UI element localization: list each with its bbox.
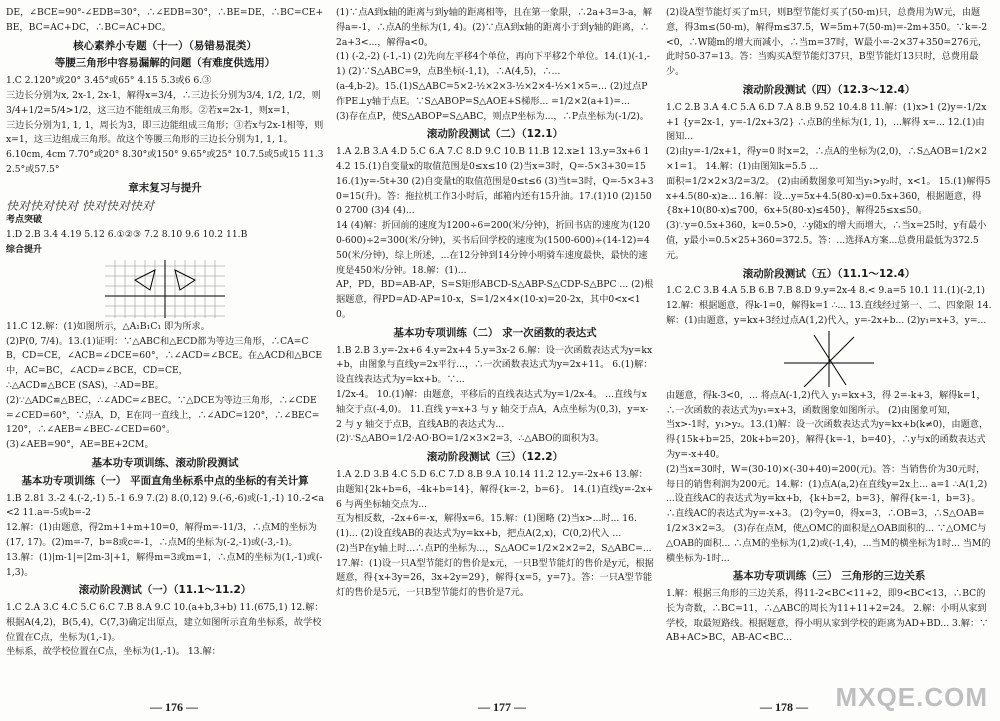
text-line: 当x>-1时，y₁>y₂。13.(1)解：设一次函数表达式为y=kx+b(k≠0)，由题意，得{15k+b=25，20k+b=20}，解得{k=-1，b=40}，∴y与x的函数表达式为y=-x+40。 bbox=[666, 419, 989, 460]
page-number: — 178 — bbox=[760, 700, 808, 714]
text-line: 1.C 2.120°或20° 3.45°或65° 4.15 5.3或6 6.③ bbox=[6, 75, 212, 87]
subsection-label: 综合提升 bbox=[6, 244, 43, 255]
text-line: (2)∵△ADC≌△BEC，∴∠ADC=∠BEC。∵△DCE为等边三角形，∴∠CDE=∠CED=60°，∵点A，D，E在同一直线上，∴∠ADC=120°，∴∠BEC=120°，∴∠AEB=∠BEC-∠CED=60°。 bbox=[6, 394, 320, 436]
text-line: 1.A 2.B 3.A 4.D 5.C 6.A 7.C 8.D 9.C 10.B 11.B 12.x≥1 13.y=3x+6 14.2 15.(1)自变量x的取值范围是0≤x≤10 (2)当x=3时，Q=-5×3+30=15 bbox=[336, 146, 650, 172]
text-line: (2)设A型节能灯买了m只，则B型节能灯买了(50-m)只，总费用为W元，由题意，得3m≤(50-m)，解得m≤37.5，W=5m+7(50-m)=-2m+350。∵k=-2<0，∴W随m的增大而减小，∴当m=37时，W最小=-2×37+350=276元，此时50-37=13。答：当购买A型节能灯37只，B型节能灯13只时，总费用最少。 bbox=[666, 7, 988, 78]
text-line: 1.B 2.81 3.-2 4.(-2,-1) 5.-1 6.9 7.(2) 8.(0,12) 9.(-6,-6)或(-1,-1) 10.-2<a<2 11.a=-5或b=-2 bbox=[6, 492, 324, 519]
column-178 bbox=[666, 6, 992, 691]
column-177 bbox=[336, 6, 654, 691]
text-line: 1.A 2.D 3.B 4.C 5.D 6.C 7.D 8.B 9.A 10.14 11.2 12.y=-2x+6 13.解：由题知{2k+b=6，-4k+b=14}，解得{k=-2，b=6}。 14.(1)直线y=-2x+6 与两坐标轴交点为... bbox=[336, 468, 654, 510]
section-heading: 等腰三角形中容易漏解的问题（有难度供选用） bbox=[54, 57, 276, 70]
text-line: 三边长分别为x, 2x-1, 2x-1，解得x=3/4，∴三边长分别为3/4, 1/2, 1/2，则3/4+1/2=5/4>1/2，这三边不能组成三角形。②若x=2x-1，则x=1， bbox=[6, 89, 321, 116]
text-line: (2)当P在y轴上时...∴点P的坐标为...，S△AOC=1/2×2×2=2，S△ABC=... 17.解：(1)设一只A型节能灯的售价是x元，一只B型节能灯的售价是y元，根据题意，得{x+3y=26，3x+2y=29}，解得{x=5，y=7}。答：一只A型节能灯的售价是5元，一只B型节能灯的售价是7元。 bbox=[336, 542, 654, 599]
text-line: 坐标系，故学校位置在C点，坐标为(1,-1)。 13.解： bbox=[6, 646, 221, 658]
text-line: AP，PD，BD=AB-AP，S=S矩形ABCD-S△ABP-S△CDP-S△BPC ... (2)根据题意，得PD=AD-AP=10-x，S=1/2×4×(10-x)=20-2x，其中0<x<10。 bbox=[336, 279, 654, 320]
subsection-label: 考点突破 bbox=[6, 215, 43, 226]
text-line: (2)由y=-1/2x+1，得y=0 时x=2，∴点A的坐标为(2,0)，∴S△AOB=1/2×2×1=1。 14.解：(1)由图知k=5.5 ... bbox=[666, 146, 988, 172]
section-heading: 章末复习与提升 bbox=[128, 181, 202, 194]
text-line: 三边长分别为1, 1, 1，周长为3，即三边能组成三角形；③若x与2x-1相等，则x=1，这三边组成三角形。故这个等腰三角形的三边长分别为1, 1, 1。 bbox=[6, 119, 324, 146]
section-heading: 滚动阶段测试（二）（12.1） bbox=[426, 128, 564, 141]
text-line: ∴△ACD≌△BCE (SAS)，∴AD=BE。 bbox=[6, 379, 165, 391]
text-line: 13.解：(1)|m-1|=|2m-3|+1，解得m=3或m=1，∴点M的坐标为(1,-1)或(-1,3)。 bbox=[6, 551, 323, 578]
section-heading: 滚动阶段测试（四）（12.3～12.4） bbox=[742, 83, 916, 96]
handwritten-note: 快对快对快对 快对快对快对 bbox=[6, 198, 154, 213]
text-line: (2)∵S△ABO=1/2·AO·BO=1/2×3×2=3，∴△ABO的面积为3。 bbox=[336, 433, 605, 445]
text-line: 1.解：根据三角形的三边关系，得11-2<BC<11+2，即9<BC<13，∴BC的长为奇数，∴BC=11，∴△ABC的周长为11+11+2=24。 2.解：小明从家到学校，取最短路线。根据题意，得小明从家到学校的距离为AD+BD... 3.解：∵AB+AC>BC，AB-AC<BC... bbox=[666, 588, 989, 644]
text-line: 1.C 2.B 3.A 4.C 5.A 6.D 7.A 8.B 9.52 10.4.8 11.解：(1)x>1 (2)y=-1/2x+1 {y=2x-1，y=-1/2x+3/2} ∴点B的坐标为(1, 1)，...解得 x=... 12.(1)由图知... bbox=[666, 101, 987, 143]
page-number: — 177 — bbox=[478, 700, 526, 714]
section-heading: 滚动阶段测试（五）（11.1～12.4） bbox=[742, 267, 916, 280]
section-heading: 核心素养小专题（十一）（易错易混类） bbox=[73, 39, 257, 52]
section-heading: 基本功专项训练、滚动阶段测试 bbox=[91, 456, 239, 469]
column-176 bbox=[6, 6, 324, 691]
text-line: (3)∵y=0.5x+360，k=0.5>0，∴y随x的增大而增大，∴当x=25时，y有最小值，y最小=0.5×25+360=372.5。答：...选择A方案...总费用最低为372.5元。 bbox=[666, 220, 987, 261]
section-heading: 滚动阶段测试（三）（12.2） bbox=[426, 451, 564, 464]
coordinate-grid-figure bbox=[105, 260, 225, 318]
section-heading: 滚动阶段测试（一）（11.1～11.2） bbox=[78, 584, 252, 597]
text-line: (2)P(0, 7/4)。13.(1)证明：∵△ABC和△ECD都为等边三角形，∴CA=CB，CD=CE，∠ACB=∠DCE=60°，∴∠ACD=∠BCE。在△ACD和△BCE中，AC=BC，∠ACD=∠BCE，CD=CE， bbox=[6, 335, 323, 377]
text-line: 1.D 2.B 3.4 4.19 5.12 6.①②③ 7.2 8.10 9.6 10.2 11.B bbox=[6, 229, 248, 241]
text-line: 面积=1/2×2×3/2=3/2。 (2)由函数图象可知当y₁>y₂时，x<1。 15.(1)解得5x+4.5(80-x)≥... 16.解：设...y=5x+4.5(80-x)=0.5x+360，根据题意，得{8x+10(80-x)≤700，6x+5(80-x)≤450}，解得25≤x≤50。 bbox=[666, 175, 991, 217]
text-line: 14 (4)解：折回前的速度为1200÷6=200(米/分钟)，折回书店的速度为(1200-600)÷2=300(米/分钟)，买书后回学校的速度为(1500-600)÷(14-12)=450(米/分钟)，综上所述，...在12分钟到14分钟小明骑车速度最快，最快的速度是450米/分钟。18.解：(1)... bbox=[336, 220, 651, 276]
page-number: — 176 — bbox=[150, 700, 198, 714]
function-graph-figure bbox=[784, 331, 874, 387]
text-line: DE，∠BCE=90°-∠EDB=30°，∴∠EDB=30°，∴BE=DE，∴BC=CE+BE，BC=AC+DC，∴BC=AC+DC。 bbox=[6, 7, 324, 33]
section-heading: 基本功专项训练（一） 平面直角坐标系中点的坐标的有关计算 bbox=[21, 474, 309, 487]
text-line: (3)∠AEB=90°，AE=BE+2CM。 bbox=[6, 439, 154, 451]
section-heading: 基本功专项训练（二） 求一次函数的表达式 bbox=[393, 326, 597, 339]
section-heading: 基本功专项训练（三） 三角形的三边关系 bbox=[732, 570, 926, 583]
text-line: ∴直线AC的表达式为y=-x+3。 (2)令y=0，得x=3，∴OB=3，∴S△OAB=1/2×3×2=3。 (3)存在点M，使△OMC的面积是△OAB面积的... ∵△OMC与△OAB的面积... ∴点M的坐标为(1,2)或(-1,4)，...当M的横坐标为1时... 当M的横坐标为-1时... bbox=[666, 508, 991, 564]
text-line: 1/2x-4。 10.(1)解：由题意，平移后的直线表达式为y=1/2x-4。 ...直线与x轴交于点(-4,0)。 11.直线 y=x+3 与 y 轴交于点A，A点坐标为(0,3)，y=x-2 与 y 轴交于点B，直线AB的表达式为... bbox=[336, 388, 649, 430]
watermark-logo: MXQE.COM bbox=[835, 682, 988, 712]
text-line: (3)存在点P，使S△ABOP=S△ABC，则点P坐标为...，∴P点坐标为(-1/2)。 bbox=[336, 110, 650, 122]
text-line: 16.(1)y=-5t+30 (2)自变量t的取值范围是0≤t≤6 (3)当t=3时，Q=-5×3+30=15(升)。答：拖拉机工作3小时后，邮箱内还有15升油。17.(1)10 (2)1500 2700 (3)4 (4)... bbox=[336, 175, 654, 217]
text-line: (1) (-2,-2) (-1,-1) (2)先向左平移4个单位，再向下平移2个单位。14.(1)(-1,-1) (2)∵S△ABC=9，点B坐标(-1,1)，∴A(4,5)，∴... bbox=[336, 51, 651, 78]
text-line: (1)∵点A到x轴的距离与到y轴的距离相等，且在第一象限，∴2a+3=3-a，解得a=-1，∴点A的坐标为(1, 4)。(2)∵点A到x轴的距离小于到y轴的距离，∴2a+3<...，解得a<0。 bbox=[336, 7, 652, 48]
text-line: 1.C 2.C 3.B 4.A 5.B 6.B 7.B 8.D 9.y=2x-4 8.< 9.a=5 10.1 11.(1)(-2,1) 12.解：根据题意，得k-1=0，解得k=1 ∴... 13.直线经过第一、二、四象限 14.解：(1)由题意，y=kx+3经过点A(1,2)代入，y=-2x+b... (2)y₁=x+3，y=... bbox=[666, 285, 992, 326]
text-line: 11.C 12.解：(1)如图所示，△A₁B₁C₁ 即为所求。 bbox=[6, 320, 210, 332]
text-line: (a-4,b-2)。15.(1)S△ABC=5×2-½×2×3-½×2×4-½×1×5=... (2)过点P作PE⊥y轴于点E。∵S△ABOP=S△AOE+S梯形... =1/2×2(a+1)=... bbox=[336, 80, 648, 107]
text-line: 6.10cm, 4cm 7.70°或20° 8.30°或150° 9.65°或25° 10.7.5或5或15 11.32.5°或57.5° bbox=[6, 149, 324, 175]
text-line: 1.B 2.B 3.y=-2x+6 4.y=2x+4 5.y=3x-2 6.解：设一次函数表达式为y=kx+b，由图象与直线y=2x平行...，∴一次函数表达式为y=2x+11。 6.(1)解：设直线表达式为y=kx+b。∵... bbox=[336, 344, 653, 386]
text-line: 互为相反数，-2x+6=-x，解得x=6。15.解：(1)图略 (2)当x>...时... 16.(1)... (2)设直线AB的表达式为y=kx+b，把点A(2,x)，C(0,2)代入 ... bbox=[336, 513, 637, 540]
text-line: (2)当x=30时，W=(30-10)×(-30+40)=200(元)。答：当销售价为30元时，每日的销售利润为200元。14.解：(1)点A(a,2)在直线y=2x上... a=1 ∴A(1,2) ...设直线AC的表达式为y=kx+b，{k+b=2，b=3}，解得{k=-1，b=3}。 bbox=[666, 463, 988, 505]
text-line: 12.解：(1)由题意，得2m+1+m+10=0，解得m=-11/3，∴点M的坐标为(17, 17)。(2)m=-7，b=8或c=-1，∴点M的坐标为(-2,-1)或(-3,-1)。 bbox=[6, 522, 317, 548]
text-line: 1.C 2.A 3.C 4.C 5.C 6.C 7.B 8.A 9.C 10.(a+b,3+b) 11.(675,1) 12.解：根据A(4,2)，B(5,4)，C(7,3)确定出原点，建立如图所示直角坐标系，故学校位置在C点，坐标为(1,-1)。 bbox=[6, 602, 324, 643]
text-line: 由题意，得k-3<0，... 将点A(-1,2)代入 y₁=kx+3，得 2=-k+3，解得k=1，∴一次函数的表达式为y₁=x+3，函数图象如图所示。 (2)由图象可知， bbox=[666, 389, 986, 416]
